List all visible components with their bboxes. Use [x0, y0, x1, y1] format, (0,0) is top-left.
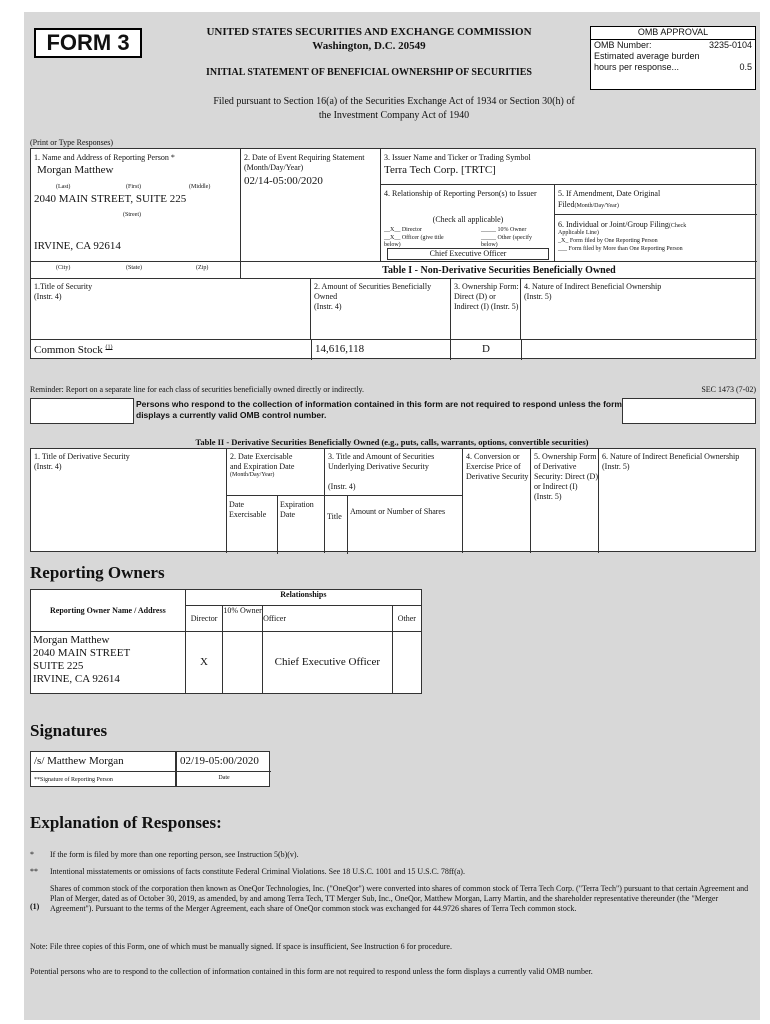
table1-col4-instr: (Instr. 5): [524, 292, 552, 301]
owner-line-2: 2040 MAIN STREET: [33, 647, 131, 659]
relationship-cell: [381, 185, 555, 261]
event-date: 02/14-05:00/2020: [244, 175, 323, 187]
footnote-ref[interactable]: (1): [105, 344, 113, 351]
table2-col1-label: 1. Title of Derivative Security: [34, 452, 130, 461]
table2: [30, 448, 756, 552]
box6-label-row: [558, 220, 686, 230]
table2-col2-label: 2. Date Exercisable: [230, 452, 293, 461]
table1-title: Table I - Non-Derivative Securities Beneficially Owned: [241, 261, 757, 280]
box1-label: 1. Name and Address of Reporting Person *: [34, 153, 175, 162]
amendment-cell: [555, 185, 757, 215]
officer-check: __X__ Officer (give title: [384, 235, 444, 241]
table1-col2-label: 2. Amount of Securities Beneficially Owned: [314, 282, 432, 301]
box6-applicable: Applicable Line): [558, 230, 599, 236]
double-star-text: Intentional misstatements or omissions of facts constitute Federal Criminal Violations. See 18 U.S.C. 1001 and 15 U.S.C. 78ff(a).: [50, 867, 465, 876]
expiration-date-label: Expiration Date: [280, 500, 314, 519]
other-header: Other: [392, 606, 421, 632]
filed-line-1: Filed pursuant to Section 16(a) of the Securities Exchange Act of 1934 or Section 30(h) of: [213, 96, 575, 107]
table2-col3-instr: (Instr. 4): [328, 482, 356, 491]
filed-pursuant: [84, 95, 704, 123]
signature-line: [31, 771, 177, 772]
box5-label: 5. If Amendment, Date Original: [558, 189, 661, 198]
omb-hours-row: [591, 62, 755, 73]
table2-col6-label: 6. Nature of Indirect Beneficial Ownership (Instr. 5): [602, 452, 740, 471]
form-title: INITIAL STATEMENT OF BENEFICIAL OWNERSHIP OF SECURITIES: [205, 67, 532, 78]
officer-title-box: Chief Executive Officer: [387, 248, 549, 260]
signature-label: **Signature of Reporting Person: [34, 777, 113, 783]
owner-line-1: Morgan Matthew: [33, 634, 110, 646]
table1-col1-header: [31, 279, 311, 339]
table2-col6: [599, 449, 757, 553]
box6-label: 6. Individual or Joint/Group Filing: [558, 220, 669, 229]
reporting-street: 2040 MAIN STREET, SUITE 225: [34, 193, 187, 205]
box6-option-one: _X_ Form filed by One Reporting Person: [558, 238, 658, 244]
omb-number-label: OMB Number:: [594, 40, 652, 50]
officer-header: Officer: [263, 606, 393, 632]
explanation-star: [30, 850, 754, 860]
agency-location: Washington, D.C. 20549: [312, 40, 426, 52]
omb-hours: 0.5: [739, 62, 752, 72]
issuer-name: Terra Tech Corp. [TRTC]: [384, 164, 496, 176]
reminder-left-box: [30, 398, 134, 424]
box5-filed: Filed: [558, 200, 575, 209]
date-line: [177, 771, 271, 772]
owner-line-4: IRVINE, CA 92614: [33, 673, 120, 685]
owner-other-cell: [392, 632, 421, 694]
table2-col5: [531, 449, 599, 553]
reporting-person-cell: [31, 149, 241, 280]
reminder-right-box: [622, 398, 756, 424]
potential-persons-text: Potential persons who are to respond to the collection of information contained in this form are not required to respond unless the form displays a currently valid OMB number.: [30, 967, 593, 976]
last-label: (Last): [56, 184, 71, 190]
director-header: Director: [185, 606, 223, 632]
table1: [30, 279, 756, 359]
owner-officer-title: Chief Executive Officer: [263, 632, 393, 694]
box5-sublabel: [558, 200, 619, 210]
explanation-double-star: [30, 867, 754, 877]
table1-col1-instr: (Instr. 4): [34, 292, 62, 301]
table2-col1-instr: (Instr. 4): [34, 462, 62, 471]
table2-col1: [31, 449, 227, 553]
footnote-1-mark: (1): [30, 902, 40, 911]
first-label: (First): [126, 184, 141, 190]
table2-col2-format: (Month/Day/Year): [230, 472, 275, 478]
city-label: (City): [56, 265, 71, 271]
filed-line-2: the Investment Company Act of 1940: [318, 110, 470, 121]
security-title-text: Common Stock: [34, 344, 103, 356]
owner-line-3: SUITE 225: [33, 660, 84, 672]
city-state-zip-labels: [31, 261, 241, 280]
owner-row: [31, 632, 422, 694]
issuer-cell: [381, 149, 757, 185]
form-page: [24, 12, 760, 1020]
owners-header-row: [31, 590, 422, 606]
reporting-city: IRVINE, CA 92614: [34, 240, 121, 252]
star-mark: *: [30, 850, 34, 859]
omb-number: 3235-0104: [708, 40, 752, 50]
ten-percent-owner-check: _____ 10% Owner: [481, 227, 527, 233]
owner-10pct-cell: [223, 632, 263, 694]
date-label: Date: [218, 775, 230, 781]
box6-check: (Check: [668, 223, 687, 229]
footnote-1-text: Shares of common stock of the corporation then known as OneQor Technologies, Inc. ("OneQor") were converted into shares of common stock of Terra Tech Corp. ("Terra Tech") pursuant to that certain Agreement and Plan of Merger, dated as of October 30, 2019, as amended, by and among Terra Tech, TT Merger Sub, Inc., OneQor, Matthew Morgan, Larry Martin, and the shareholder representative thereunder (the "Merger Agreement"). Pursuant to the terms of the Merger Agreement, each share of OneQor common stock was exchanged for 44.9726 shares of Terra Tech common stock.: [50, 884, 749, 913]
signature-date: 02/19-05:00/2020: [180, 755, 259, 767]
other-check: _____ Other (specify: [481, 235, 532, 241]
omb-number-row: [591, 40, 755, 51]
sub-divider: [277, 496, 278, 554]
ten-percent-header: 10% Owner: [223, 606, 263, 632]
title-label: Title: [327, 512, 342, 521]
explanation-heading: Explanation of Responses:: [30, 813, 222, 832]
persons-notice: Persons who respond to the collection of information contained in this form are not required to respond unless the form displays a currently valid OMB control number.: [136, 399, 622, 420]
owner-director-mark: X: [185, 632, 223, 694]
table1-row: [31, 339, 757, 359]
table1-row-divider: [521, 340, 522, 360]
filing-type-cell: [555, 215, 757, 261]
date-box: [176, 751, 270, 787]
print-type-note: (Print or Type Responses): [30, 138, 114, 147]
director-check: __X__ Director: [384, 227, 422, 233]
box4-label: 4. Relationship of Reporting Person(s) to Issuer: [384, 189, 537, 198]
signature-box: [30, 751, 176, 787]
ownership-form: D: [482, 343, 490, 355]
form-number: FORM 3: [34, 28, 142, 58]
omb-hours-label: hours per response...: [594, 62, 680, 72]
table2-col3: [325, 449, 463, 553]
table2-col2-label-2: and Expiration Date: [230, 462, 295, 471]
relationships-header: Relationships: [185, 590, 421, 606]
sec-number: SEC 1473 (7-02): [701, 385, 756, 394]
check-all-label: (Check all applicable): [432, 215, 504, 224]
street-label: (Street): [123, 212, 141, 218]
table2-col3-sub: [325, 495, 463, 553]
table1-col3-label: 3. Ownership Form: Direct (D) or Indirect (I) (Instr. 5): [454, 282, 519, 311]
omb-burden-label: Estimated average burden: [594, 51, 700, 61]
zip-label: (Zip): [196, 265, 209, 271]
date-exercisable-label: Date Exercisable: [229, 500, 267, 519]
amount-shares-label: Amount or Number of Shares: [350, 507, 446, 516]
sub-divider-2: [347, 496, 348, 554]
table2-col2: [227, 449, 325, 553]
table1-col3-header: [451, 279, 521, 339]
amount-owned: 14,616,118: [315, 343, 365, 355]
box3-label: 3. Issuer Name and Ticker or Trading Symbol: [384, 153, 531, 162]
security-title: [34, 344, 308, 357]
reporting-person-name: Morgan Matthew: [37, 164, 114, 176]
below-label-2: below): [481, 242, 498, 248]
reporting-owners-table: [30, 589, 422, 694]
owner-address-cell: [31, 632, 186, 694]
table2-col3-label: 3. Title and Amount of Securities Underlying Derivative Security: [328, 452, 435, 471]
box2-label: 2. Date of Event Requiring Statement (Month/Day/Year): [244, 153, 365, 172]
reporting-owners-heading: Reporting Owners: [30, 563, 165, 582]
middle-label: (Middle): [189, 184, 211, 190]
table2-col5-label: 5. Ownership Form of Derivative Security: Direct (D) or Indirect (I) (Instr. 5): [534, 452, 598, 501]
table1-col4-label: 4. Nature of Indirect Beneficial Ownership: [524, 282, 662, 291]
signature-name: /s/ Matthew Morgan: [34, 755, 124, 767]
agency-title: UNITED STATES SECURITIES AND EXCHANGE COMMISSION: [206, 26, 532, 38]
omb-approval-box: [590, 26, 756, 90]
table1-col1-label: 1.Title of Security: [34, 282, 93, 291]
omb-title: OMB APPROVAL: [591, 27, 755, 40]
box5-format: (Month/Day/Year): [574, 203, 619, 209]
below-label-1: below): [384, 242, 401, 248]
table1-col2-instr: (Instr. 4): [314, 302, 342, 311]
table2-col4-label: 4. Conversion or Exercise Price of Derivative Security: [466, 452, 529, 481]
event-date-cell: [241, 149, 381, 261]
star-text: If the form is filed by more than one reporting person, see Instruction 5(b)(v).: [50, 850, 299, 859]
note-text: Note: File three copies of this Form, one of which must be manually signed. If space is insufficient, See Instruction 6 for procedure.: [30, 942, 452, 951]
double-star-mark: **: [30, 867, 38, 876]
signatures-heading: Signatures: [30, 721, 108, 740]
box6-option-more: ___ Form filed by More than One Reporting Person: [558, 246, 683, 252]
amount-cell: [311, 340, 451, 360]
table2-col2-sub: [227, 495, 325, 553]
table1-col4-header: [521, 279, 757, 339]
table2-title: Table II - Derivative Securities Beneficially Owned (e.g., puts, calls, warrants, options, convertible securities): [195, 437, 589, 447]
state-label: (State): [126, 265, 142, 271]
reminder-text: Reminder: Report on a separate line for each class of securities beneficially owned directly or indirectly.: [30, 385, 365, 394]
owner-name-header: Reporting Owner Name / Address: [31, 590, 186, 632]
table1-col2-header: [311, 279, 451, 339]
table2-col4: [463, 449, 531, 553]
reporting-info-grid: [30, 148, 756, 279]
